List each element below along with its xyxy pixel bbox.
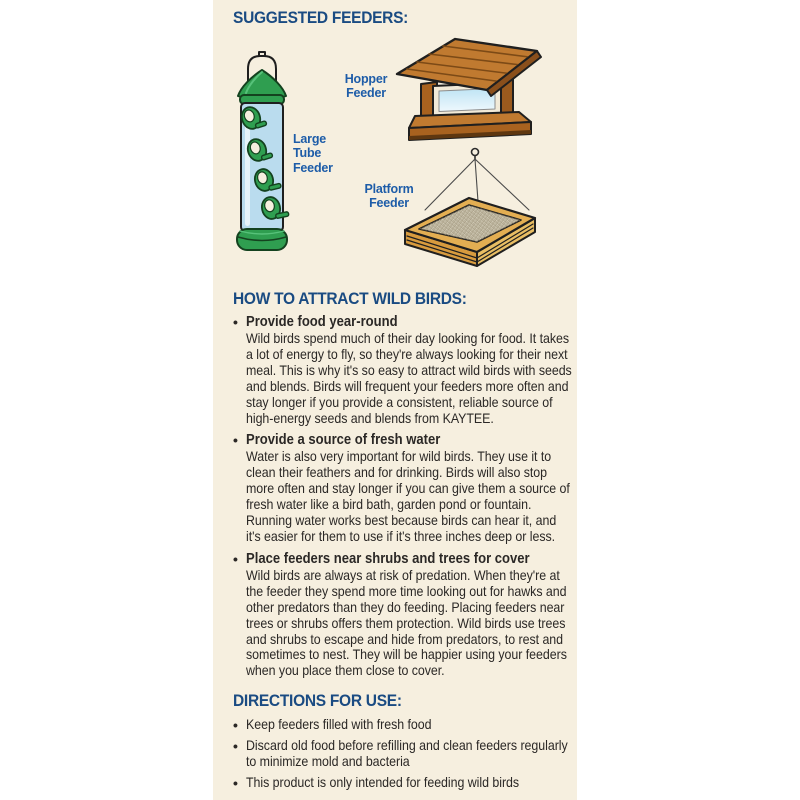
directions-item-text: This product is only intended for feeding wild birds [246,775,520,791]
how-to-attract-heading: HOW TO ATTRACT WILD BIRDS: [233,290,467,308]
back-panel [213,0,577,800]
label-line: Large [293,132,327,146]
label-line: Feeder [293,160,333,175]
bullet-glyph: • [233,738,238,755]
directions-item [233,775,565,791]
label-line: Platform [364,182,414,196]
attract-item-body: Water is also very important for wild birds. They use it to clean their feathers and for drinking. Birds will also stop more often and stay longer if you can give them a source of fresh water like a bird bath, garden pond or fountain. Running water works best because birds can hear it, and it's easier for them to use if it's three inches deep or less. [246,449,570,544]
directions-list [233,717,568,792]
attract-item-title: Provide food year-round [246,314,398,330]
bullet-glyph: • [233,775,238,792]
attract-item-body: Wild birds spend much of their day looking for food. It takes a lot of energy to fly, so they're always looking for their next meal. This is why it's so easy to attract wild birds with seeds and blends. Birds will frequent your feeders more often and stay longer if you provide a consistent, reliable source of high-energy seeds and blends from KAYTEE. [246,331,572,426]
attract-item-title: Provide a source of fresh water [246,432,441,449]
attract-item [233,551,565,679]
hopper-feeder-illustration [391,32,543,144]
bullet-glyph: • [233,550,238,567]
attract-item [233,314,572,426]
directions-item-text: Keep feeders filled with fresh food [246,717,432,733]
suggested-feeders-section [213,0,577,284]
label-line: Feeder [346,86,386,101]
attract-list [233,314,572,679]
directions-item [233,738,568,770]
hopper-feeder-label [339,72,393,101]
bullet-glyph: • [233,717,238,734]
suggested-feeders-heading: SUGGESTED FEEDERS: [233,9,409,27]
attract-item [233,432,570,544]
label-line: Feeder [369,196,409,211]
label-line: Tube [293,146,322,161]
directions-item-text: Discard old food before refilling and clean feeders regularly to minimize mold and bacteria [246,738,568,770]
large-tube-feeder-illustration [229,46,295,262]
text-content [213,290,577,791]
large-tube-feeder-label [293,132,333,175]
platform-feeder-label [359,182,419,211]
directions-item [233,717,565,733]
bullet-glyph: • [233,314,238,330]
bullet-glyph: • [233,432,238,449]
attract-item-title: Place feeders near shrubs and trees for cover [246,550,530,567]
attract-item-body: Wild birds are always at risk of predation. When they're at the feeder they spend more time looking out for hawks and other predators than they do feeding. Placing feeders near trees or shrubs offers them protection. Wild birds use trees and shrubs to escape and hide from predators, to rest and sometimes to nest. They will be happier using your feeders when you place them close to cover. [246,567,567,679]
directions-heading: DIRECTIONS FOR USE: [233,692,402,711]
label-line: Hopper [344,72,388,86]
